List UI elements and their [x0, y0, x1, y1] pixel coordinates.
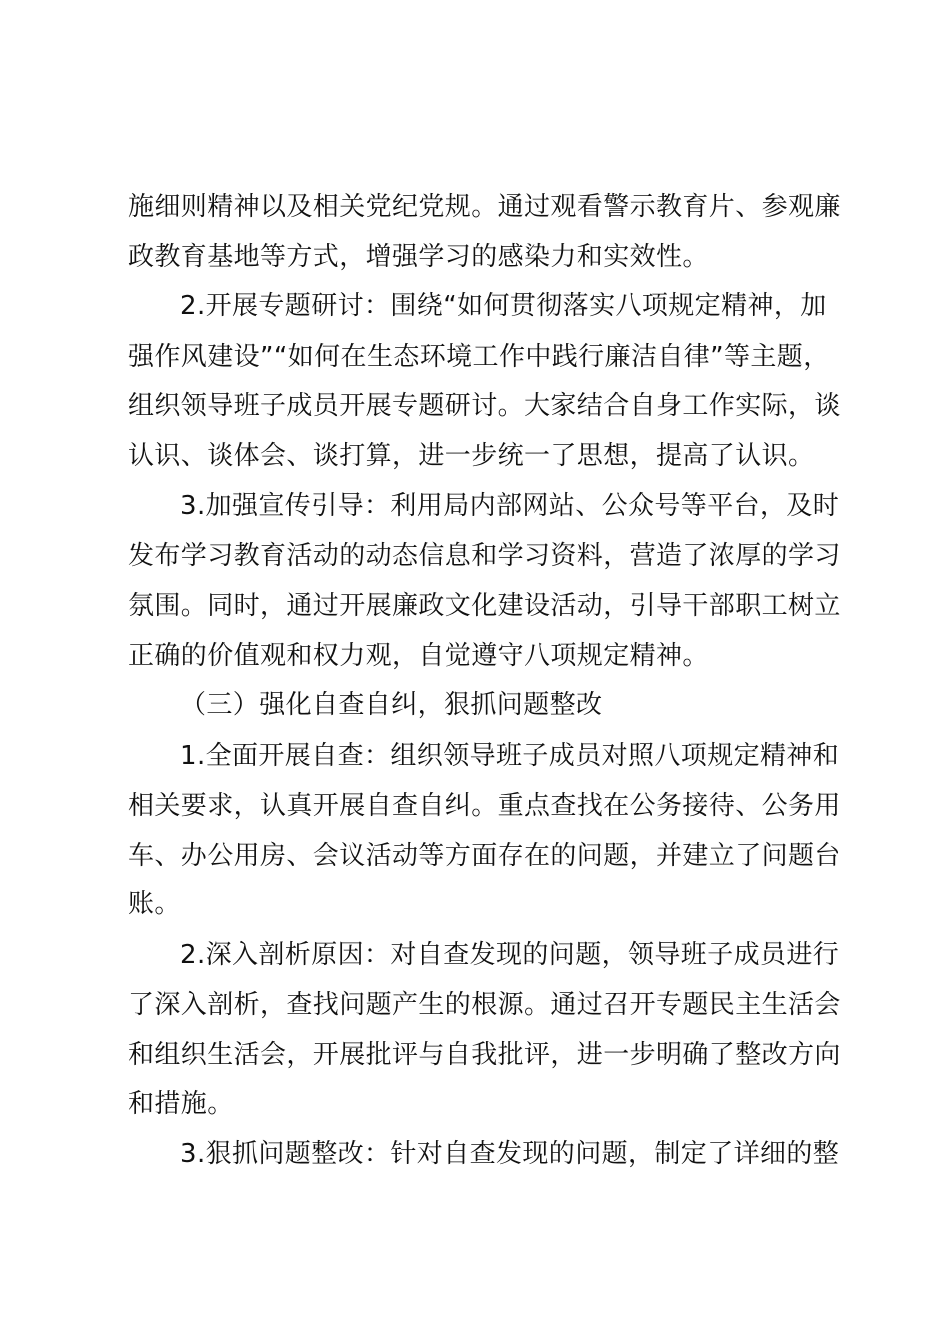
paragraph-start: 2.开展专题研讨：围绕“如何贯彻落实八项规定精神，加	[180, 291, 827, 321]
text-line: 强作风建设”“如何在生态环境工作中践行廉洁自律”等主题，	[128, 342, 830, 372]
text-line: 了深入剖析，查找问题产生的根源。通过召开专题民主生活会	[128, 990, 841, 1020]
paragraph-start: 2.深入剖析原因：对自查发现的问题，领导班子成员进行	[180, 940, 840, 970]
text-line: 氛围。同时，通过开展廉政文化建设活动，引导干部职工树立	[128, 591, 841, 621]
paragraph-start: 1.全面开展自查：组织领导班子成员对照八项规定精神和	[180, 741, 840, 771]
text-line: 施细则精神以及相关党纪党规。通过观看警示教育片、参观廉	[128, 192, 841, 222]
paragraph-start: 3.狠抓问题整改：针对自查发现的问题，制定了详细的整	[180, 1139, 840, 1169]
paragraph-start: 3.加强宣传引导：利用局内部网站、公众号等平台，及时	[180, 491, 840, 521]
text-line: 正确的价值观和权力观，自觉遵守八项规定精神。	[128, 641, 709, 671]
text-line: 政教育基地等方式，增强学习的感染力和实效性。	[128, 242, 709, 272]
section-heading: （三）强化自查自纠，狠抓问题整改	[180, 690, 603, 720]
text-line: 车、办公用房、会议活动等方面存在的问题，并建立了问题台	[128, 841, 841, 871]
text-line: 账。	[128, 889, 181, 919]
text-line: 和组织生活会，开展批评与自我批评，进一步明确了整改方向	[128, 1040, 841, 1070]
text-line: 组织领导班子成员开展专题研讨。大家结合自身工作实际，谈	[128, 391, 841, 421]
text-line: 相关要求，认真开展自查自纠。重点查找在公务接待、公务用	[128, 791, 841, 821]
text-line: 发布学习教育活动的动态信息和学习资料，营造了浓厚的学习	[128, 541, 841, 571]
text-line: 认识、谈体会、谈打算，进一步统一了思想，提高了认识。	[128, 441, 815, 471]
text-line: 和措施。	[128, 1089, 234, 1119]
